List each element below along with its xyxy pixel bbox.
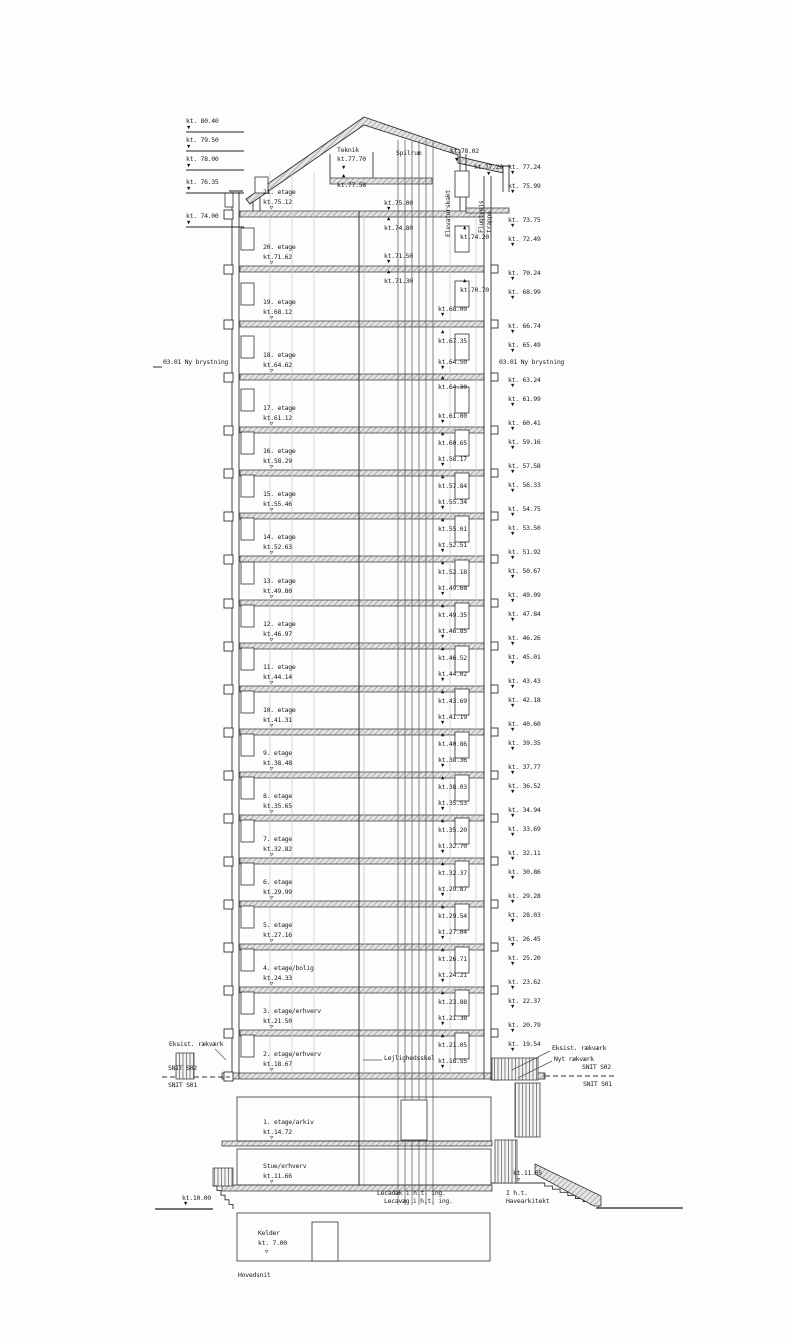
level-marker-icon: ▼	[441, 365, 445, 372]
level-marker-icon: ▼	[441, 461, 445, 468]
floor-kt-label: kt.29.99	[263, 888, 292, 896]
level-marker-open-icon: ▽	[270, 260, 274, 266]
level-marker-icon: ▲	[441, 329, 445, 336]
right-elevation-label: kt. 50.67	[508, 566, 541, 575]
level-marker-icon: ▼	[441, 805, 445, 812]
floor-name-label: 4. etage/bolig	[263, 964, 314, 972]
basement-kt-label: kt. 7.00	[258, 1239, 287, 1247]
right-elevation-label: kt. 54.75	[508, 504, 541, 513]
level-marker-icon: ▲	[441, 860, 445, 867]
center-kt-label: kt.49.35	[438, 610, 467, 619]
right-elevation-label: kt. 28.03	[508, 910, 541, 919]
floor-name-label: 12. etage	[263, 620, 296, 628]
right-elevation-label: kt. 29.28	[508, 891, 541, 900]
level-marker-icon: ▼	[511, 659, 515, 666]
floor-kt-label: kt.68.12	[263, 308, 292, 316]
level-marker-open-icon: ▽	[270, 809, 274, 815]
right-elevation-label: kt. 51.92	[508, 547, 541, 556]
level-marker-open-icon: ▽	[270, 852, 274, 858]
level-marker-icon: ▼	[441, 891, 445, 898]
level-marker-icon: ▼	[387, 205, 391, 212]
lecadaek-label: Lecadæk i h.t. ing.	[377, 1189, 446, 1197]
floor-name-label: 7. etage	[263, 835, 292, 843]
right-elevation-label: kt. 66.74	[508, 322, 541, 331]
floor-kt-label: kt.44.14	[263, 673, 292, 681]
floor-kt-label: kt.61.12	[263, 414, 292, 422]
level-marker-icon: ▼	[441, 312, 445, 319]
right-elevation-label: kt. 59.16	[508, 437, 541, 446]
level-marker-icon: ▼	[441, 504, 445, 511]
level-marker-icon: ▲	[441, 817, 445, 824]
center-kt-label: kt.61.00	[438, 411, 467, 420]
center-kt-label: kt.41.19	[438, 712, 467, 721]
floor-kt-label: kt.24.33	[263, 974, 292, 982]
floor-name-label: 9. etage	[263, 749, 292, 757]
level-marker-icon: ▼	[511, 487, 515, 494]
center-kt-label: kt.32.37	[438, 868, 467, 877]
level-marker-icon: ▼	[511, 348, 515, 355]
level-marker-icon: ▼	[511, 831, 515, 838]
center-kt-label: kt.21.05	[438, 1040, 467, 1049]
floor-name-label: 8. etage	[263, 792, 292, 800]
floor-name-label: 17. etage	[263, 404, 296, 412]
center-kt-label: kt.35.20	[438, 825, 467, 834]
level-marker-open-icon: ▽	[270, 1135, 274, 1141]
terrace-kt-label: kt.11.65	[513, 1169, 542, 1177]
snit-s02-right-label: SNIT S02	[582, 1063, 611, 1071]
center-kt-label: kt.74.80	[384, 223, 413, 232]
level-marker-icon: ▼	[511, 597, 515, 604]
level-marker-icon: ▼	[441, 1020, 445, 1027]
level-marker-icon: ▼	[511, 241, 515, 248]
floor-kt-label: kt.49.80	[263, 587, 292, 595]
center-kt-label: kt.43.69	[438, 696, 467, 705]
level-marker-icon: ▼	[441, 418, 445, 425]
level-marker-icon: ▼	[511, 917, 515, 924]
right-elevation-label: kt. 77.24	[508, 162, 541, 171]
level-marker-icon: ▼	[511, 188, 515, 195]
floor-kt-label: kt.21.50	[263, 1017, 292, 1025]
right-elevation-label: kt. 56.33	[508, 480, 541, 489]
center-kt-label: kt.46.85	[438, 626, 467, 635]
center-kt-label: kt.74.20	[460, 232, 489, 241]
right-elevation-label: kt. 73.75	[508, 215, 541, 224]
center-kt-label: kt.57.84	[438, 481, 467, 490]
level-marker-open-icon: ▽	[270, 315, 274, 321]
level-marker-icon: ▼	[511, 1046, 515, 1053]
floor-name-label: 18. etage	[263, 351, 296, 359]
floor-kt-label: kt.27.16	[263, 931, 292, 939]
level-marker-icon: ▼	[511, 769, 515, 776]
ny-brystning-left-label: 03.01 Ny brystning	[163, 358, 229, 366]
elevator-shaft-label: Elevatorskakt	[444, 190, 452, 237]
center-kt-label: kt.52.18	[438, 567, 467, 576]
parapet-kt-label: kt.77.29	[474, 163, 503, 171]
level-marker-icon: ▼	[511, 169, 515, 176]
right-elevation-label: kt. 23.62	[508, 977, 541, 986]
floor-kt-label: kt.46.97	[263, 630, 292, 638]
floor-kt-label: kt.32.82	[263, 845, 292, 853]
right-elevation-label: kt. 42.18	[508, 695, 541, 704]
level-marker-icon: ▲	[387, 215, 391, 222]
center-kt-label: kt.38.36	[438, 755, 467, 764]
level-marker-icon: ▼	[511, 984, 515, 991]
teknik-kt-label: kt.77.70	[337, 155, 366, 163]
right-elevation-label: kt. 30.86	[508, 867, 541, 876]
level-marker-icon: ▲	[463, 278, 467, 285]
level-marker-icon: ▼	[511, 1003, 515, 1010]
level-marker-icon: ▼	[187, 144, 191, 150]
center-kt-label: kt.44.02	[438, 669, 467, 678]
floor-name-label: 6. etage	[263, 878, 292, 886]
center-kt-label: kt.32.70	[438, 841, 467, 850]
level-marker-icon: ▼	[441, 977, 445, 984]
level-marker-icon: ▼	[441, 676, 445, 683]
right-elevation-label: kt. 22.37	[508, 996, 541, 1005]
floor-kt-label: kt.64.62	[263, 361, 292, 369]
right-elevation-label: kt. 57.58	[508, 461, 541, 470]
center-kt-label: kt.29.54	[438, 911, 467, 920]
level-marker-icon: ▼	[511, 573, 515, 580]
drawing-title: Hovedsnit	[238, 1271, 271, 1279]
level-marker-icon: ▼	[511, 941, 515, 948]
level-marker-icon: ▼	[511, 425, 515, 432]
level-marker-icon: ▼	[441, 719, 445, 726]
right-elevation-label: kt. 72.49	[508, 234, 541, 243]
level-marker-icon: ▼	[441, 934, 445, 941]
teknik-floor-kt-label: kt.77.58	[337, 181, 366, 189]
level-marker-icon: ▼	[511, 788, 515, 795]
level-marker-icon: ▼	[511, 511, 515, 518]
level-marker-icon: ▼	[511, 855, 515, 862]
level-marker-icon: ▲	[441, 688, 445, 695]
right-elevation-label: kt. 37.77	[508, 762, 541, 771]
level-marker-open-icon: ▽	[270, 464, 274, 470]
basement-name-label: Kelder	[258, 1229, 280, 1237]
floor-kt-label: kt.58.29	[263, 457, 292, 465]
teknik-label: Teknik	[337, 146, 359, 154]
floor-kt-label: kt.41.31	[263, 716, 292, 724]
level-marker-icon: ▼	[441, 848, 445, 855]
level-marker-icon: ▼	[511, 874, 515, 881]
center-kt-label: kt.49.68	[438, 583, 467, 592]
level-marker-open-icon: ▽	[270, 594, 274, 600]
level-marker-icon: ▼	[511, 295, 515, 302]
floor-name-label: 3. etage/erhverv	[263, 1007, 321, 1015]
level-marker-open-icon: ▽	[265, 1249, 269, 1255]
right-elevation-label: kt. 65.49	[508, 341, 541, 350]
floor-kt-label: kt.52.63	[263, 543, 292, 551]
level-marker-open-icon: ▽	[270, 723, 274, 729]
level-marker-icon: ▲	[342, 173, 346, 179]
level-marker-icon: ▼	[511, 683, 515, 690]
right-elevation-label: kt. 40.60	[508, 719, 541, 728]
level-marker-icon: ▲	[441, 473, 445, 480]
center-kt-label: kt.21.38	[438, 1013, 467, 1022]
center-kt-label: kt.75.00	[384, 198, 413, 207]
level-marker-icon: ▼	[187, 186, 191, 192]
right-elevation-label: kt. 68.99	[508, 288, 541, 297]
floor-name-label: 10. etage	[263, 706, 296, 714]
level-marker-icon: ▼	[511, 530, 515, 537]
right-elevation-label: kt. 70.24	[508, 269, 541, 278]
snit-s02-left-label: SNIT S02	[168, 1064, 197, 1072]
center-kt-label: kt.52.51	[438, 540, 467, 549]
level-marker-icon: ▼	[441, 762, 445, 769]
level-marker-open-icon: ▽	[270, 1024, 274, 1030]
left-elevation-label: kt. 76.35	[186, 178, 219, 186]
ny-brystning-right-label: 03.01 Ny brystning	[499, 358, 565, 366]
level-marker-icon: ▲	[441, 602, 445, 609]
level-marker-icon: ▲	[441, 430, 445, 437]
level-marker-icon: ▼	[511, 222, 515, 229]
eksist-raekvaerk-right-label: Eksist. rækværk	[552, 1044, 607, 1052]
level-marker-icon: ▼	[455, 157, 459, 163]
floor-kt-label: kt.38.48	[263, 759, 292, 767]
level-marker-icon: ▲	[441, 989, 445, 996]
center-kt-label: kt.38.03	[438, 782, 467, 791]
center-kt-label: kt.64.30	[438, 383, 467, 392]
level-marker-icon: ▲	[441, 731, 445, 738]
floor-kt-label: kt.55.46	[263, 500, 292, 508]
floor-name-label: 13. etage	[263, 577, 296, 585]
level-marker-icon: ▲	[441, 946, 445, 953]
level-marker-icon: ▼	[511, 960, 515, 967]
center-kt-label: kt.18.55	[438, 1056, 467, 1065]
right-elevation-label: kt. 60.41	[508, 418, 541, 427]
level-marker-open-icon: ▽	[270, 938, 274, 944]
nyt-raekvaerk-label: Nyt rækværk	[554, 1055, 594, 1063]
right-elevation-label: kt. 36.52	[508, 781, 541, 790]
floor-name-label: 11. etage	[263, 663, 296, 671]
level-marker-icon: ▼	[511, 444, 515, 451]
floor-name-label: 19. etage	[263, 298, 296, 306]
level-marker-icon: ▼	[511, 640, 515, 647]
right-elevation-label: kt. 20.79	[508, 1020, 541, 1029]
center-kt-label: kt.68.00	[438, 305, 467, 314]
center-kt-label: kt.70.70	[460, 286, 489, 295]
level-marker-open-icon: ▽	[270, 637, 274, 643]
floor-kt-label: kt.18.67	[263, 1060, 292, 1068]
level-marker-icon: ▼	[511, 616, 515, 623]
level-marker-icon: ▼	[511, 898, 515, 905]
center-kt-label: kt.64.50	[438, 358, 467, 367]
level-marker-icon: ▼	[511, 401, 515, 408]
level-marker-open-icon: ▽	[270, 1067, 274, 1073]
level-marker-icon: ▲	[441, 516, 445, 523]
level-marker-icon: ▼	[511, 702, 515, 709]
level-marker-open-icon: ▽	[270, 507, 274, 513]
left-elevation-label: kt. 74.00	[186, 212, 219, 220]
level-marker-icon: ▲	[441, 1032, 445, 1039]
lejlighedsskel-label: Lejlighedsskel	[384, 1054, 435, 1062]
level-marker-open-icon: ▽	[270, 981, 274, 987]
level-marker-icon: ▼	[441, 547, 445, 554]
floor-kt-label: kt.11.66	[263, 1172, 292, 1180]
right-elevation-label: kt. 46.26	[508, 633, 541, 642]
level-marker-icon: ▼	[187, 220, 191, 226]
level-marker-icon: ▼	[184, 1201, 188, 1207]
center-kt-label: kt.24.21	[438, 970, 467, 979]
center-kt-label: kt.55.34	[438, 497, 467, 506]
center-kt-label: kt.58.17	[438, 454, 467, 463]
floor-name-label: 21. etage	[263, 188, 296, 196]
level-marker-icon: ▲	[463, 224, 467, 231]
right-elevation-label: kt. 43.43	[508, 676, 541, 685]
floor-name-label: 2. etage/erhverv	[263, 1050, 321, 1058]
right-elevation-label: kt. 32.11	[508, 848, 541, 857]
center-kt-label: kt.29.87	[438, 884, 467, 893]
level-marker-icon: ▼	[511, 554, 515, 561]
level-marker-icon: ▲	[441, 774, 445, 781]
floor-name-label: 14. etage	[263, 533, 296, 541]
level-marker-open-icon: ▽	[270, 550, 274, 556]
level-marker-icon: ▼	[511, 812, 515, 819]
floor-name-label: 15. etage	[263, 490, 296, 498]
floor-name-label: 1. etage/arkiv	[263, 1118, 314, 1126]
floor-name-label: 5. etage	[263, 921, 292, 929]
level-marker-icon: ▼	[511, 276, 515, 283]
floor-kt-label: kt.35.65	[263, 802, 292, 810]
center-kt-label: kt.35.53	[438, 798, 467, 807]
ground-kt-label: kt.10.00	[182, 1194, 211, 1202]
level-marker-icon: ▼	[511, 382, 515, 389]
right-elevation-label: kt. 45.01	[508, 652, 541, 661]
right-elevation-label: kt. 33.69	[508, 824, 541, 833]
right-elevation-label: kt. 26.45	[508, 934, 541, 943]
level-marker-icon: ▼	[511, 726, 515, 733]
level-marker-open-icon: ▽	[270, 205, 274, 211]
center-kt-label: kt.71.30	[384, 277, 413, 286]
level-marker-icon: ▼	[511, 745, 515, 752]
level-marker-open-icon: ▽	[270, 421, 274, 427]
snit-s01-left-label: SNIT S01	[168, 1081, 197, 1089]
level-marker-icon: ▼	[387, 259, 391, 266]
center-kt-label: kt.67.35	[438, 337, 467, 346]
center-kt-label: kt.23.88	[438, 997, 467, 1006]
level-marker-icon: ▼	[441, 1063, 445, 1070]
level-marker-icon: ▲	[441, 903, 445, 910]
center-kt-label: kt.26.71	[438, 954, 467, 963]
level-marker-icon: ▲	[441, 375, 445, 382]
escape-stair-label: Flugtvejs trappe	[477, 200, 494, 233]
center-kt-label: kt.27.04	[438, 927, 467, 936]
center-kt-label: kt.60.65	[438, 438, 467, 447]
center-kt-label: kt.46.52	[438, 653, 467, 662]
right-elevation-label: kt. 47.84	[508, 609, 541, 618]
level-marker-open-icon: ▽	[270, 1179, 274, 1185]
center-kt-label: kt.55.01	[438, 524, 467, 533]
havearkitekt-label: Havearkitekt	[506, 1197, 550, 1205]
level-marker-icon: ▼	[187, 125, 191, 131]
iht-label: I h.t.	[506, 1189, 528, 1197]
level-marker-icon: ▼	[487, 171, 491, 177]
right-elevation-label: kt. 63.24	[508, 375, 541, 384]
right-elevation-label: kt. 34.94	[508, 805, 541, 814]
lecavaeg-label: Lecavæg i h.t. ing.	[384, 1197, 453, 1205]
level-marker-open-icon: ▽	[270, 368, 274, 374]
level-marker-icon: ▼	[511, 468, 515, 475]
right-elevation-label: kt. 49.09	[508, 590, 541, 599]
floor-kt-label: kt.75.12	[263, 198, 292, 206]
floor-kt-label: kt.14.72	[263, 1128, 292, 1136]
left-elevation-label: kt. 80.40	[186, 117, 219, 125]
level-marker-open-icon: ▽	[270, 766, 274, 772]
floor-name-label: 20. etage	[263, 243, 296, 251]
right-elevation-label: kt. 19.54	[508, 1039, 541, 1048]
level-marker-icon: ▼	[441, 590, 445, 597]
floor-name-label: 16. etage	[263, 447, 296, 455]
right-elevation-label: kt. 39.35	[508, 738, 541, 747]
left-elevation-label: kt. 79.50	[186, 136, 219, 144]
right-elevation-label: kt. 61.99	[508, 394, 541, 403]
level-marker-icon: ▲	[387, 269, 391, 276]
floor-name-label: Stue/erhverv	[263, 1162, 307, 1170]
spilrum-label: Spilrum	[396, 149, 422, 157]
level-marker-icon: ▼	[511, 329, 515, 336]
level-marker-icon: ▼	[187, 163, 191, 169]
level-marker-open-icon: ▽	[270, 680, 274, 686]
floor-kt-label: kt.71.62	[263, 253, 292, 261]
roof-kt-label: kt.78.02	[450, 147, 479, 155]
eksist-raekvaerk-left-label: Eksist. rækværk	[169, 1040, 224, 1048]
right-elevation-label: kt. 75.99	[508, 181, 541, 190]
level-marker-open-icon: ▽	[517, 1177, 521, 1183]
level-marker-open-icon: ▽	[270, 895, 274, 901]
level-marker-icon: ▼	[342, 165, 346, 171]
center-kt-label: kt.71.50	[384, 252, 413, 261]
snit-s01-right-label: SNIT S01	[583, 1080, 612, 1088]
level-marker-icon: ▼	[441, 633, 445, 640]
right-elevation-label: kt. 53.50	[508, 523, 541, 532]
level-marker-icon: ▼	[511, 1027, 515, 1034]
left-elevation-label: kt. 78.00	[186, 155, 219, 163]
level-marker-icon: ▲	[441, 645, 445, 652]
right-elevation-label: kt. 25.20	[508, 953, 541, 962]
level-marker-icon: ▲	[441, 559, 445, 566]
center-kt-label: kt.40.86	[438, 739, 467, 748]
